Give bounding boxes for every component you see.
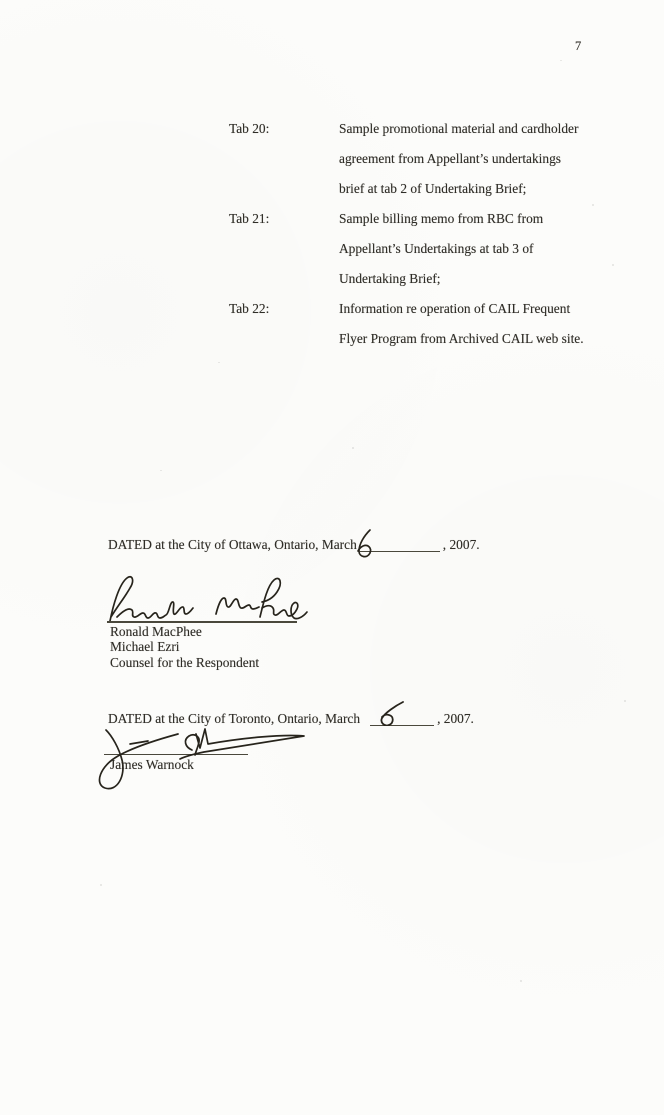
counsel-name: Michael Ezri	[110, 639, 180, 655]
tab-description-line: Sample promotional material and cardholder	[339, 121, 579, 136]
dated-ottawa-text: DATED at the City of Ottawa, Ontario, March	[108, 537, 357, 552]
tab-label: Tab 22:	[229, 301, 270, 316]
tab-description-line: Undertaking Brief;	[339, 271, 441, 286]
tab-entry-line	[229, 144, 584, 174]
scan-speck	[520, 980, 522, 982]
scan-speck	[160, 470, 162, 471]
tab-description-line: Flyer Program from Archived CAIL web site.	[339, 331, 584, 346]
james-warnock-signature	[92, 722, 316, 792]
ronald-macphee-signature	[104, 574, 304, 626]
counsel-role: Counsel for the Respondent	[110, 654, 260, 670]
tab-description-line: agreement from Appellant’s undertakings	[339, 151, 561, 166]
handwritten-day-ottawa	[354, 528, 375, 558]
signature-line	[107, 621, 297, 623]
scan-speck	[624, 700, 626, 702]
dated-line-ottawa	[108, 536, 480, 553]
tab-label: Tab 20:	[229, 121, 270, 136]
counsel-name: Ronald MacPhee	[110, 624, 202, 639]
scan-speck	[612, 264, 614, 266]
page-number: 7	[575, 39, 582, 53]
scan-speck	[100, 884, 102, 886]
tab-label: Tab 21:	[229, 211, 270, 226]
counsel-name: James Warnock	[110, 757, 194, 772]
tab-entry-line	[229, 114, 584, 144]
dated-toronto-year: , 2007.	[437, 711, 474, 726]
exhibit-tab-list	[229, 114, 584, 354]
scan-speck	[218, 362, 220, 363]
tab-entry-line	[229, 294, 584, 324]
tab-entry-line	[229, 324, 584, 354]
scan-speck	[352, 447, 354, 449]
tab-description-line: brief at tab 2 of Undertaking Brief;	[339, 181, 527, 196]
tab-entry-line	[229, 174, 584, 204]
scan-speck	[592, 204, 594, 206]
dated-ottawa-year: , 2007.	[442, 537, 480, 552]
tab-entry-line	[229, 264, 584, 294]
tab-description-line: Appellant’s Undertakings at tab 3 of	[339, 241, 534, 256]
tab-description-line: Sample billing memo from RBC from	[339, 211, 544, 226]
handwritten-day-toronto	[377, 700, 405, 726]
tab-entry-line	[229, 204, 584, 234]
tab-description-line: Information re operation of CAIL Frequent	[339, 301, 571, 316]
scan-speck	[560, 60, 562, 61]
respondent-counsel-block	[110, 624, 259, 670]
tab-entry-line	[229, 234, 584, 264]
dated-toronto-text: DATED at the City of Toronto, Ontario, March	[108, 711, 361, 726]
